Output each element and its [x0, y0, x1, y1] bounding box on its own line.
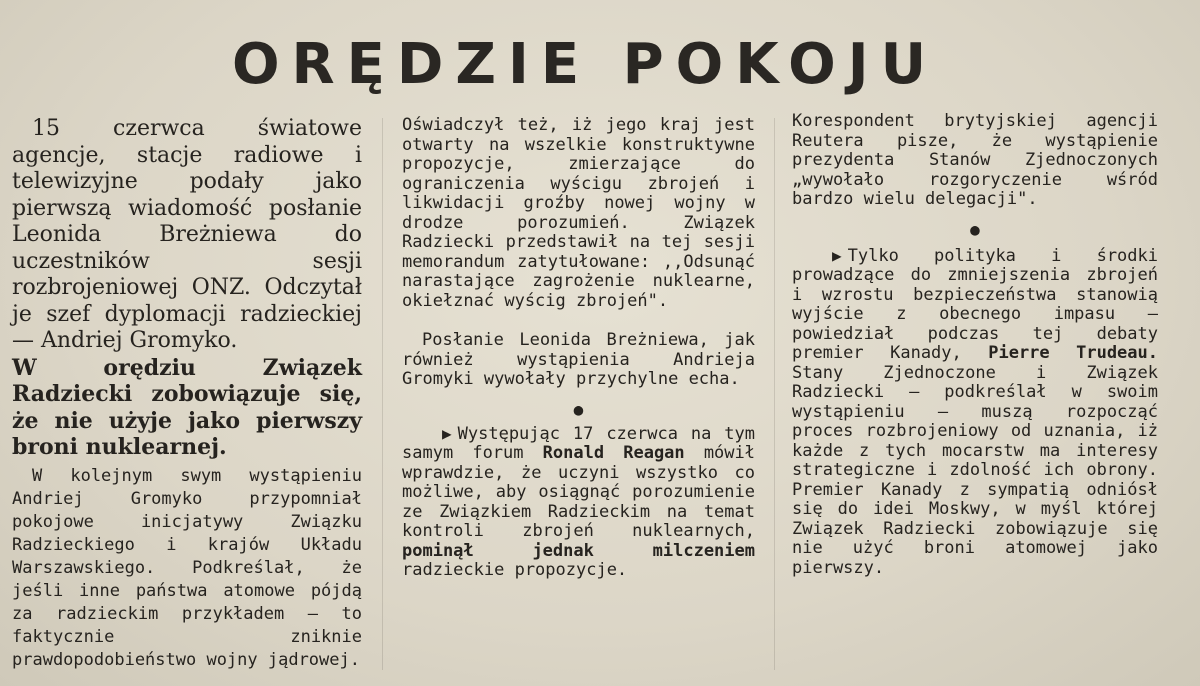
- column-divider: [382, 118, 383, 670]
- body-paragraph: W kolejnym swym wystąpieniu Andriej Gromyko przypomniał pokojowe inicjatywy Związku Radzieckiego i krajów Układu Warszawskiego. Podkreślał, że jeśli inne państwa atomowe pójdą za radzieckim przykładem — to faktycznie zniknie prawdopodobieństwo wojny jądrowej.: [12, 465, 362, 670]
- headline: ORĘDZIE POKOJU: [231, 32, 939, 97]
- column-3: [792, 112, 1158, 578]
- person-name: Ronald Reagan: [542, 443, 685, 463]
- paragraph: [402, 424, 755, 581]
- text-run: radzieckie propozycje.: [402, 560, 628, 580]
- person-name: Pierre Trudeau.: [988, 343, 1158, 363]
- paragraph: Posłanie Leonida Breżniewa, jak również wystąpienia Andrieja Gromyki wywołały przychylne echa.: [402, 330, 755, 389]
- text-run: Występując 17 czerwca na tym samym forum: [402, 423, 755, 463]
- paragraph: [792, 246, 1158, 579]
- lead-paragraph: 15 czerwca światowe agencje, stacje radiowe i telewizyjne podały jako pierwszą wiadomość posłanie Leonida Breżniewa do uczestników sesji rozbrojeniowej ONZ. Odczytał je szef dyplomacji radzieckiej — Andriej Gromyko.: [12, 116, 362, 353]
- arrow-icon: ▶: [442, 423, 452, 443]
- column-2: [402, 116, 755, 581]
- text-run: mówił wprawdzie, że uczyni wszystko co możliwe, aby osiągnąć porozumienie ze Związkiem Radzieckim na temat kontroli zbrojeń nuklearnych,: [402, 443, 755, 541]
- lead-bold-paragraph: W orędziu Związek Radziecki zobowiązuje się, że nie użyje jako pierwszy broni nuklearnej.: [12, 354, 362, 460]
- text-run: Stany Zjednoczone i Związek Radziecki — podkreślał w swoim wystąpieniu — muszą rozpocząć proces rozbrojeniowy od uznania, iż każde z tych mocarstw ma interesy strategiczne i zdolność ich obrony. Premier Kanady z sympatią odniósł się do idei Moskwy, w myśl której Związek Radziecki zobowiązuje się nie użyć broni atomowej jako pierwszy.: [792, 362, 1158, 578]
- separator-dot: ●: [573, 399, 584, 419]
- paragraph: Korespondent brytyjskiej agencji Reutera pisze, że wystąpienie prezydenta Stanów Zjednoczonych „wywołało rozgoryczenie wśród bardzo wielu delegacji".: [792, 111, 1158, 209]
- arrow-icon: ▶: [832, 245, 842, 265]
- paragraph: Oświadczył też, iż jego kraj jest otwarty na wszelkie konstruktywne propozycje, zmierzające do ograniczenia wyścigu zbrojeń i likwidacji groźby nowej wojny w drodze porozumień. Związek Radziecki przedstawił na tej sesji memorandum zatytułowane: ,,Odsunąć narastające zagrożenie nuklearne, okiełznać wyścig zbrojeń".: [402, 115, 755, 311]
- separator-dot: ●: [970, 219, 980, 239]
- column-divider: [774, 118, 775, 670]
- column-1: [12, 116, 362, 672]
- text-run: Tylko polityka i środki prowadzące do zmniejszenia zbrojeń i wzrostu bezpieczeństwa stanowią wyjście z obecnego impasu — powiedział podczas tej debaty premier Kanady,: [792, 245, 1158, 363]
- emphasis-text: pominął jednak milczeniem: [402, 540, 755, 561]
